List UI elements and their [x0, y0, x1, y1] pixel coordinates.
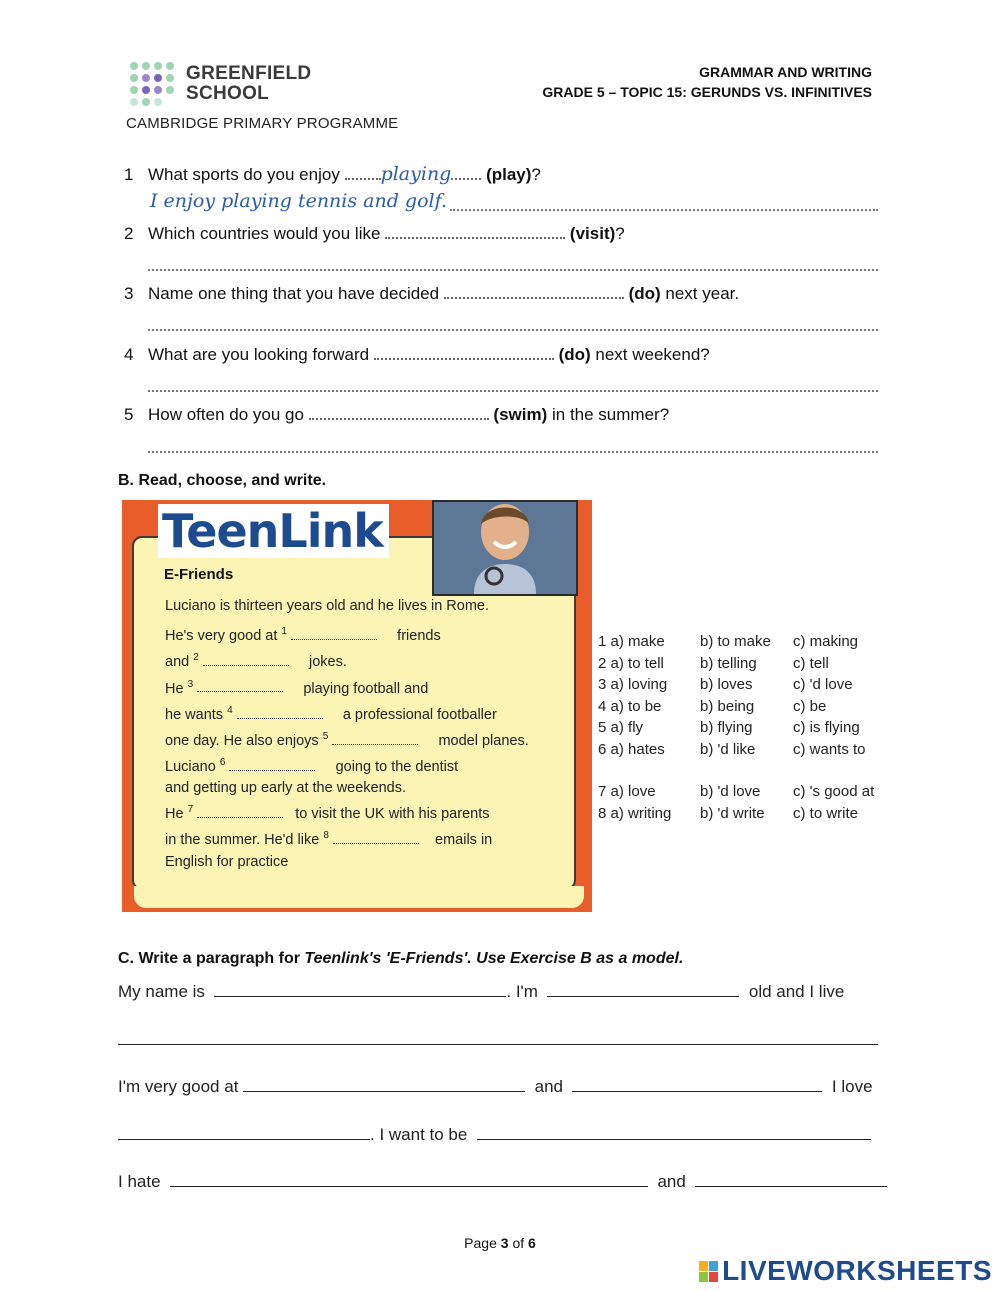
question-1: 1 What sports do you enjoy playing (play)?	[124, 163, 541, 185]
passage-blank-5[interactable]	[332, 734, 418, 745]
love-blank[interactable]	[118, 1125, 370, 1140]
option-row: 1 a) make b) to make c) making	[598, 633, 859, 650]
good-at-blank-2[interactable]	[572, 1077, 822, 1092]
page-number: Page 3 of 6	[464, 1235, 536, 1251]
option-row: 5 a) fly b) flying c) is flying	[598, 719, 860, 736]
passage-blank-4[interactable]	[237, 708, 323, 719]
answer-fill-1[interactable]: playing	[380, 163, 452, 185]
options-list	[598, 631, 874, 824]
brand-blocks-icon	[699, 1258, 719, 1280]
live-blank[interactable]	[118, 1044, 878, 1045]
passage-blank-2[interactable]	[203, 655, 289, 666]
hate-blank-2[interactable]	[695, 1172, 887, 1187]
writing-line-2: I'm very good at and I love	[118, 1077, 873, 1096]
blank-5[interactable]	[309, 408, 489, 420]
programme-label: CAMBRIDGE PRIMARY PROGRAMME	[126, 115, 399, 132]
option-row: 7 a) love b) 'd love c) 's good at	[598, 783, 875, 800]
question-5: 5 How often do you go (swim) in the summer?	[124, 405, 670, 424]
blank-3[interactable]	[444, 287, 624, 299]
age-blank[interactable]	[547, 982, 739, 997]
name-blank[interactable]	[214, 982, 506, 997]
answer-sentence-1[interactable]: I enjoy playing tennis and golf.	[150, 190, 448, 212]
passage-text: Luciano is thirteen years old and he lives in Rome. He's very good at $^1$ friends and $^2$ jokes. He $^3$ playing football and he wants $^4$ a professional footballer one day. He also enjoys $^5$ model planes. Luciano $^6$ going to the dentist and getting up early at the weekends. He $^7$ to visit the UK with his parents in the summer. He'd like $^8$ emails in English for practice	[165, 598, 529, 870]
passage-blank-6[interactable]	[229, 760, 315, 771]
blank-2[interactable]	[385, 227, 565, 239]
section-c-title: C. Write a paragraph for Teenlink's 'E-Friends'. Use Exercise B as a model.	[118, 950, 684, 967]
want-blank[interactable]	[477, 1125, 871, 1140]
writing-line-4: I hate and	[118, 1172, 887, 1192]
hate-blank-1[interactable]	[170, 1172, 648, 1187]
option-row: 6 a) hates b) 'd like c) wants to	[598, 740, 866, 758]
school-name: GREENFIELD SCHOOL	[186, 63, 312, 104]
card-torn-edge	[134, 886, 584, 908]
answer-line	[450, 208, 878, 211]
section-b-title: B. Read, choose, and write.	[118, 472, 327, 489]
answer-line-3[interactable]	[148, 328, 878, 331]
answer-line-4[interactable]	[148, 389, 878, 392]
good-at-blank-1[interactable]	[243, 1077, 525, 1092]
passage-blank-1[interactable]	[291, 629, 377, 640]
question-2: 2 Which countries would you like (visit)?	[124, 224, 625, 243]
passage-blank-7[interactable]	[197, 807, 283, 818]
option-row: 8 a) writing b) 'd write c) to write	[598, 804, 859, 822]
option-row: 2 a) to tell b) telling c) tell	[598, 654, 829, 672]
card-title: TeenLink	[158, 504, 389, 558]
school-logo-icon	[128, 60, 178, 110]
answer-line-2[interactable]	[148, 268, 878, 271]
worksheet-heading: GRAMMAR AND WRITING GRADE 5 – TOPIC 15: GERUNDS VS. INFINITIVES	[542, 64, 872, 100]
passage-blank-8[interactable]	[333, 833, 419, 844]
card-subtitle: E-Friends	[164, 566, 234, 583]
writing-line-3: . I want to be	[118, 1125, 871, 1145]
writing-line-1: My name is . I'm old and I live	[118, 982, 845, 1001]
brand-logo[interactable]: LIVEWORKSHEETS	[699, 1255, 992, 1287]
boy-photo-icon	[432, 500, 578, 596]
question-3: 3 Name one thing that you have decided (do) next year.	[124, 284, 740, 303]
passage-blank-3[interactable]	[197, 681, 283, 692]
option-row: 4 a) to be b) being c) be	[598, 697, 827, 715]
option-row: 3 a) loving b) loves c) 'd love	[598, 676, 853, 693]
answer-line-5[interactable]	[148, 450, 878, 453]
question-4: 4 What are you looking forward (do) next weekend?	[124, 345, 710, 364]
blank-4[interactable]	[374, 348, 554, 360]
